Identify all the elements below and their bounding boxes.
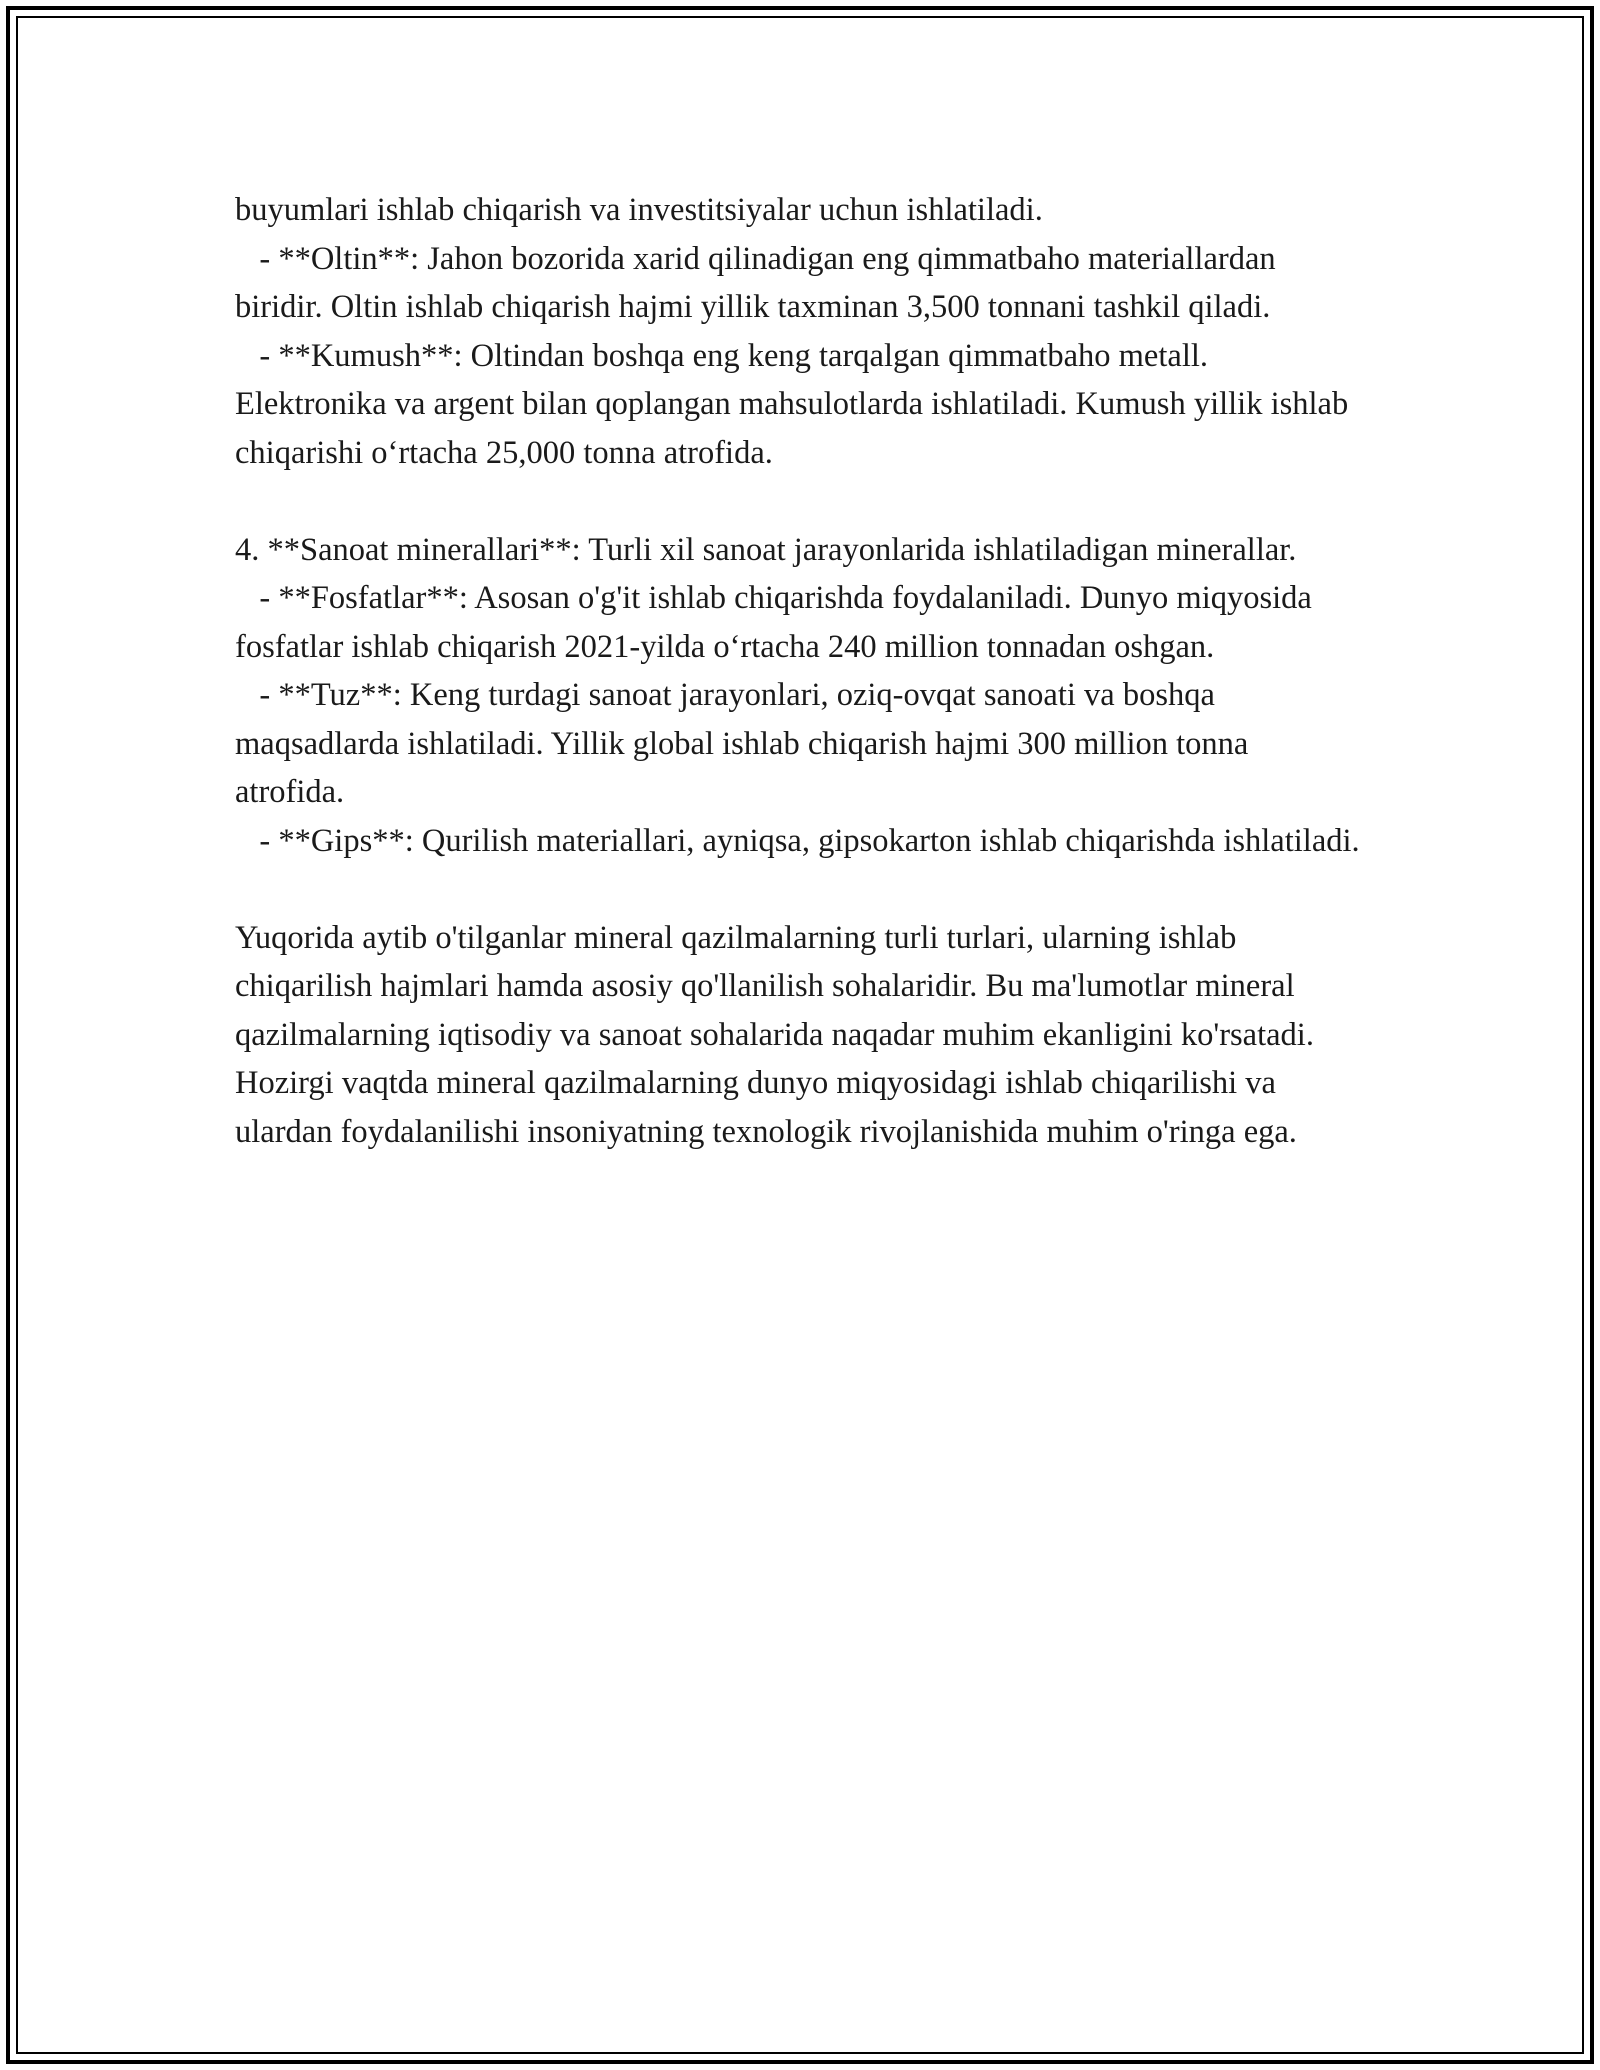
document-body: [235, 186, 1365, 1156]
section-heading-sanoat-minerallari: 4. **Sanoat minerallari**: Turli xil sanoat jarayonlarida ishlatiladigan minerallar.: [235, 531, 1297, 568]
paragraph-gap: [235, 477, 1365, 526]
list-item-kumush: - **Kumush**: Oltindan boshqa eng keng tarqalgan qimmatbaho metall. Elektronika va argent bilan qoplangan mahsulotlarda ishlatiladi. Kumush yillik ishlab chiqarishi o‘rtacha 25,000 tonna atrofida.: [235, 337, 1357, 471]
paragraph-gap: [235, 865, 1365, 914]
conclusion-paragraph: Yuqorida aytib o'tilganlar mineral qazilmalarning turli turlari, ularning ishlab chiqarilish hajmlari hamda asosiy qo'llanilish sohalaridir. Bu ma'lumotlar mineral qazilmalarning iqtisodiy va sanoat sohalarida naqadar muhim ekanligini ko'rsatadi. Hozirgi vaqtda mineral qazilmalarning dunyo miqyosidagi ishlab chiqarilishi va ulardan foydalanilishi insoniyatning texnologik rivojlanishida muhim o'ringa ega.: [235, 919, 1323, 1150]
paragraph-continuation: buyumlari ishlab chiqarish va investitsiyalar uchun ishlatiladi.: [235, 192, 1043, 228]
list-item-tuz: - **Tuz**: Keng turdagi sanoat jarayonlari, oziq-ovqat sanoati va boshqa maqsadlarda ishlatiladi. Yillik global ishlab chiqarish hajmi 300 million tonna atrofida.: [235, 677, 1257, 810]
list-item-oltin: - **Oltin**: Jahon bozorida xarid qilinadigan eng qimmatbaho materiallardan biridir. Oltin ishlab chiqarish hajmi yillik taxminan 3,500 tonnani tashkil qiladi.: [235, 240, 1284, 325]
list-item-gips: - **Gips**: Qurilish materiallari, ayniqsa, gipsokarton ishlab chiqarishda ishlatiladi.: [235, 822, 1360, 859]
list-item-fosfatlar: - **Fosfatlar**: Asosan o'g'it ishlab chiqarishda foydalaniladi. Dunyo miqyosida fosfatlar ishlab chiqarish 2021-yilda o‘rtacha 240 million tonnadan oshgan.: [235, 580, 1320, 665]
